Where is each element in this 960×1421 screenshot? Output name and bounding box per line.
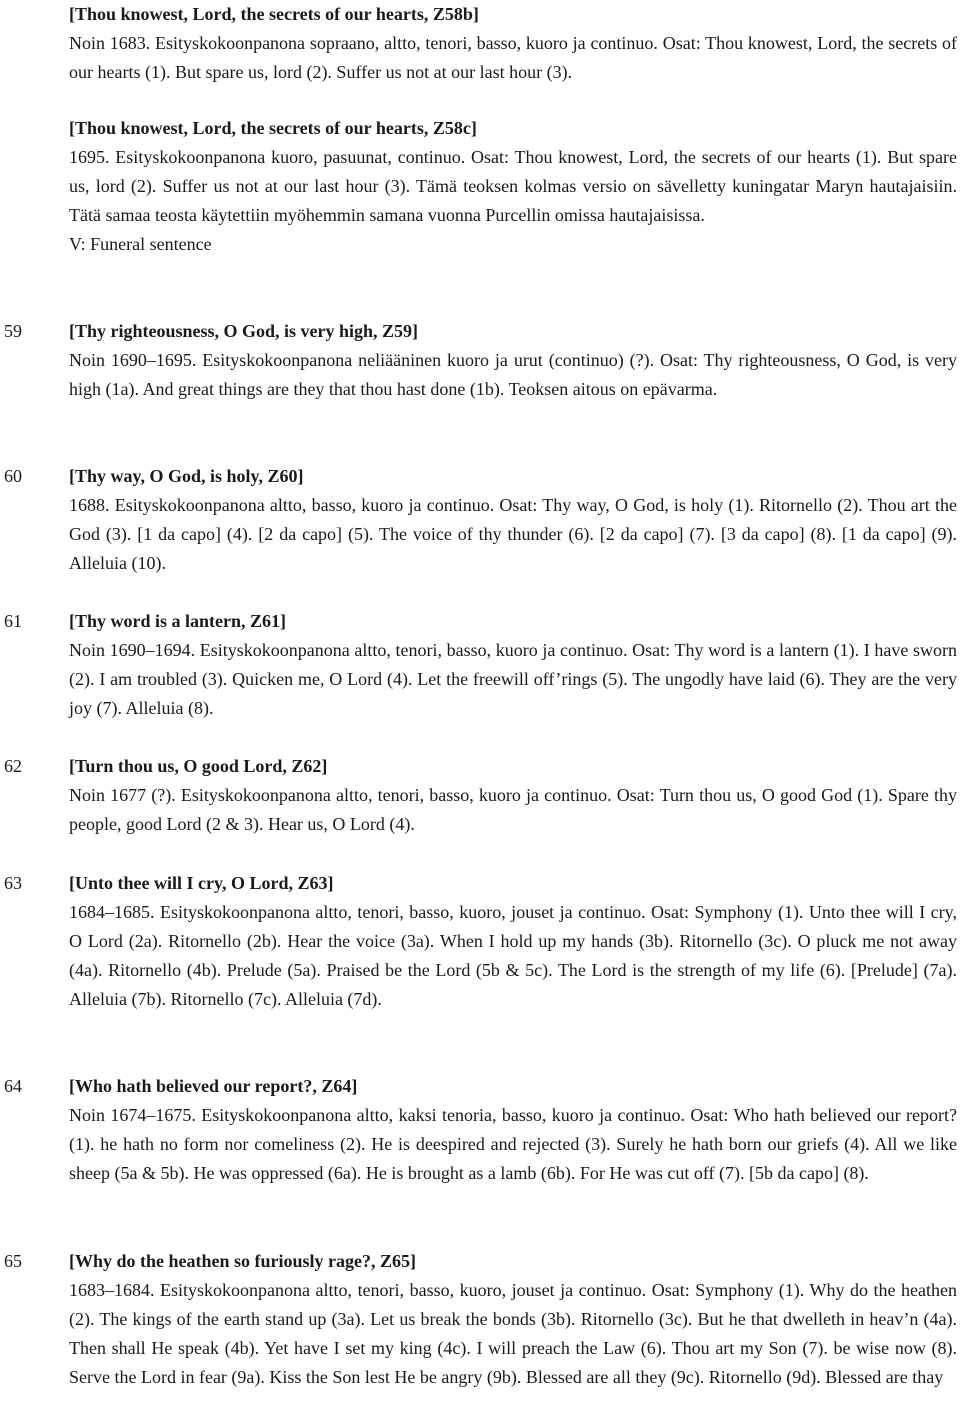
entry-title: [Thou knowest, Lord, the secrets of our hearts, Z58c]	[69, 118, 477, 138]
entry-title: [Why do the heathen so furiously rage?, Z65]	[69, 1251, 417, 1271]
entry-description: Noin 1677 (?). Esityskokoonpanona altto, tenori, basso, kuoro ja continuo. Osat: Turn thou us, O good God (1). Spare thy people, good Lord (2 & 3). Hear us, O Lord (4).	[69, 785, 957, 834]
entry-text	[69, 29, 957, 87]
entry-title: [Thou knowest, Lord, the secrets of our hearts, Z58b]	[69, 4, 479, 24]
entry-number: 64	[4, 1076, 22, 1096]
entry-text	[69, 898, 957, 1014]
entry-text	[69, 781, 957, 839]
entry-description: Noin 1674–1675. Esityskokoonpanona altto, kaksi tenoria, basso, kuoro ja continuo. Osat: Who hath believed our report? (1). he hath no form nor comeliness (2). He is deespired and rejected (3). Surely he hath born our griefs (4). All we like sheep (5a & 5b). He was oppressed (6a). He is brought as a lamb (6b). For He was cut off (7). [5b da capo] (8).	[69, 1105, 957, 1183]
entry-title: [Turn thou us, O good Lord, Z62]	[69, 756, 328, 776]
entry-title: [Thy way, O God, is holy, Z60]	[69, 466, 304, 486]
entry-description: Noin 1690–1694. Esityskokoonpanona altto, tenori, basso, kuoro ja continuo. Osat: Thy word is a lantern (1). I have sworn (2). I am troubled (3). Quicken me, O Lord (4). Let the freewill off’rings (5). The ungodly have laid (6). They are the very joy (7). Alleluia (8).	[69, 640, 957, 718]
entry-title: [Unto thee will I cry, O Lord, Z63]	[69, 873, 334, 893]
entry-number: 65	[4, 1251, 22, 1271]
entry-title: [Who hath believed our report?, Z64]	[69, 1076, 358, 1096]
entry-number: 60	[4, 466, 22, 486]
entry-text	[69, 491, 957, 578]
entry-text	[69, 636, 957, 723]
entry-number: 59	[4, 321, 22, 341]
entry-description: 1695. Esityskokoonpanona kuoro, pasuunat, continuo. Osat: Thou knowest, Lord, the secrets of our hearts (1). But spare us, lord (2). Suffer us not at our last hour (3). Tämä teoksen kolmas versio on sävelletty kuningatar Maryn hautajaisiin. Tätä samaa teosta käytettiin myöhemmin samana vuonna Purcellin omissa hautajaisissa.	[69, 147, 957, 225]
entry-text	[69, 346, 957, 404]
entry-description: 1683–1684. Esityskokoonpanona altto, tenori, basso, kuoro, jouset ja continuo. Osat: Symphony (1). Why do the heathen (2). The kings of the earth stand up (3a). Let us break the bonds (3b). Ritornello (3c). But he that dwelleth in heav’n (4a). Then shall He speak (4b). Yet have I set my king (4c). I will preach the Law (6). Thou art my Son (7). be wise now (8). Serve the Lord in fear (9a). Kiss the Son lest He be angry (9b). Blessed are all they (9c). Ritornello (9d). Blessed are thay	[69, 1280, 957, 1387]
entry-title: [Thy righteousness, O God, is very high, Z59]	[69, 321, 419, 341]
entry-number: 61	[4, 611, 22, 631]
entry-title: [Thy word is a lantern, Z61]	[69, 611, 287, 631]
entry-text	[69, 1101, 957, 1188]
entry-description: Noin 1690–1695. Esityskokoonpanona neliääninen kuoro ja urut (continuo) (?). Osat: Thy righteousness, O God, is very high (1a). And great things are they that thou hast done (1b). Teoksen aitous on epävarma.	[69, 350, 957, 399]
entry-description: 1684–1685. Esityskokoonpanona altto, tenori, basso, kuoro, jouset ja continuo. Osat: Symphony (1). Unto thee will I cry, O Lord (2a). Ritornello (2b). Hear the voice (3a). When I hold up my hands (3b). Ritornello (3c). O pluck me not away (4a). Ritornello (4b). Prelude (5a). Praised be the Lord (5b & 5c). The Lord is the strength of my life (6). [Prelude] (7a). Alleluia (7b). Ritornello (7c). Alleluia (7d).	[69, 902, 957, 1009]
entry-note: V: Funeral sentence	[69, 234, 212, 254]
entry-description: 1688. Esityskokoonpanona altto, basso, kuoro ja continuo. Osat: Thy way, O God, is holy (1). Ritornello (2). Thou art the God (3). [1 da capo] (4). [2 da capo] (5). The voice of thy thunder (6). [2 da capo] (7). [3 da capo] (8). [1 da capo] (9). Alleluia (10).	[69, 495, 957, 573]
entry-text	[69, 1276, 957, 1392]
entry-text	[69, 143, 957, 259]
entry-number: 62	[4, 756, 22, 776]
entry-number: 63	[4, 873, 22, 893]
entry-description: Noin 1683. Esityskokoonpanona sopraano, altto, tenori, basso, kuoro ja continuo. Osat: Thou knowest, Lord, the secrets of our hearts (1). But spare us, lord (2). Suffer us not at our last hour (3).	[69, 33, 957, 82]
